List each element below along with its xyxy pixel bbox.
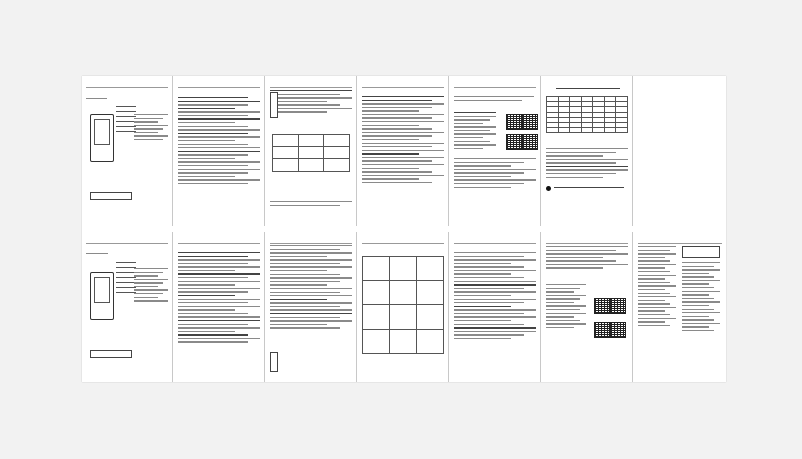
top-page-row: [82, 76, 726, 226]
page-bottom-7: [634, 232, 726, 382]
qr-code: [506, 114, 522, 130]
page-header: [270, 237, 352, 244]
qr-code: [506, 134, 522, 150]
page-header: [362, 237, 444, 244]
page-header: [178, 81, 260, 88]
page-header: [86, 237, 168, 244]
recycle-icon: [546, 186, 551, 191]
hazardous-substance-table: [546, 96, 628, 133]
page-top-3: [266, 76, 357, 226]
step-diagram: [270, 92, 278, 118]
bottom-page-row: [82, 232, 726, 382]
step-diagram: [270, 352, 278, 372]
page-bottom-6: [542, 232, 633, 382]
page-header: [86, 81, 168, 88]
manual-sheet: [82, 76, 726, 382]
certification-box: [682, 246, 720, 258]
page-text: [178, 97, 260, 186]
device-diagram: [90, 114, 114, 162]
device-diagram: [90, 272, 114, 320]
page-bottom-2: [174, 232, 265, 382]
page-top-1: [82, 76, 173, 226]
qr-code: [610, 322, 626, 338]
page-top-5: [450, 76, 541, 226]
page-bottom-4: [358, 232, 449, 382]
page-top-6: [542, 76, 633, 226]
page-bottom-1: [82, 232, 173, 382]
diagram-callouts: [116, 262, 136, 297]
page-header: [638, 237, 722, 244]
page-header: [454, 237, 536, 244]
page-bottom-3: [266, 232, 357, 382]
qr-code: [522, 114, 538, 130]
page-top-7: [634, 76, 726, 226]
qr-code: [610, 298, 626, 314]
page-header: [362, 81, 444, 88]
page-bottom-5: [450, 232, 541, 382]
page-top-4: [358, 76, 449, 226]
page-header: [454, 81, 536, 88]
diagram-callouts: [116, 106, 136, 136]
page-header: [270, 81, 352, 88]
qr-code: [522, 134, 538, 150]
page-header: [178, 237, 260, 244]
cable-diagram: [90, 350, 132, 358]
qr-code: [594, 322, 610, 338]
spec-table: [362, 256, 444, 354]
page-top-2: [174, 76, 265, 226]
qr-code: [594, 298, 610, 314]
cable-diagram: [90, 192, 132, 200]
spec-table: [272, 134, 350, 172]
page-header: [546, 237, 628, 244]
